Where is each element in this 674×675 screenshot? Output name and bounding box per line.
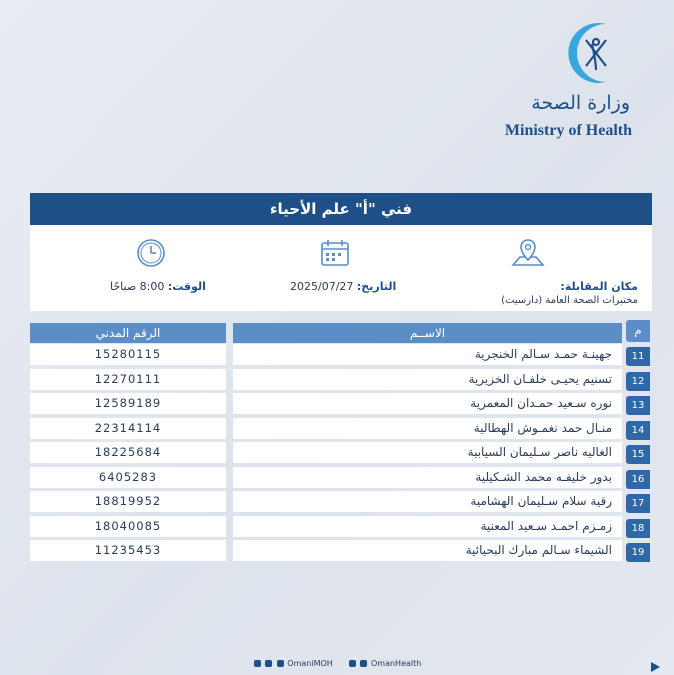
civil-number-cell: 18819952	[30, 491, 226, 512]
date-value: 2025/07/27	[290, 280, 354, 293]
date-info	[260, 225, 450, 311]
x-icon[interactable]	[265, 660, 272, 667]
civil-number-cell: 6405283	[30, 467, 226, 488]
row-number: 12	[626, 372, 650, 391]
name-cell: تسنيم يحيـى خلفـان الخزيرية	[233, 369, 622, 390]
row-number: 14	[626, 421, 650, 440]
interview-info	[30, 225, 652, 311]
handle-omanhealth[interactable]: OmanHealth	[370, 659, 422, 668]
table-row	[30, 393, 652, 415]
civil-number-cell: 12589189	[30, 393, 226, 414]
calendar-icon	[318, 237, 352, 269]
page-title: فني "أ" علم الأحياء	[30, 193, 652, 225]
civil-number-cell: 22314114	[30, 418, 226, 439]
row-number: 19	[626, 543, 650, 562]
social-footer	[0, 659, 674, 673]
facebook-icon[interactable]	[349, 660, 356, 667]
handle-omanimoh[interactable]: OmaniMOH	[287, 659, 333, 668]
name-cell: نوره سـعيد حمـدان المعمرية	[233, 393, 622, 414]
moh-emblem-icon	[562, 18, 624, 88]
row-number: 16	[626, 470, 650, 489]
location-value: مختبرات الصحة العامة (دارسيت)	[501, 295, 638, 306]
table-row	[30, 418, 652, 440]
row-number: 18	[626, 519, 650, 538]
linkedin-icon[interactable]	[360, 660, 367, 667]
table-row	[30, 442, 652, 464]
civil-number-cell: 18040085	[30, 516, 226, 537]
name-cell: بدور خليفـه محمد الشـكيلية	[233, 467, 622, 488]
table-row	[30, 516, 652, 538]
name-cell: الشيماء سـالم مبارك البحيائية	[233, 540, 622, 561]
civil-number-cell: 18225684	[30, 442, 226, 463]
row-number: 13	[626, 396, 650, 415]
header-number: م	[626, 320, 650, 342]
name-cell: رقية سلام سـليمان الهشامية	[233, 491, 622, 512]
time-info	[90, 225, 260, 311]
table-row	[30, 491, 652, 513]
youtube-icon[interactable]	[277, 660, 284, 667]
time-value: 8:00 صباحًا	[110, 280, 165, 293]
date-text: التاريخ: 2025/07/27	[290, 280, 397, 293]
time-text: الوقت: 8:00 صباحًا	[110, 280, 206, 293]
header-civil-number: الرقم المدني	[30, 323, 226, 343]
ministry-name-arabic: وزارة الصحة	[531, 92, 630, 114]
name-cell: جهينـة حمـد سـالم الخنجرية	[233, 344, 622, 365]
table-row	[30, 344, 652, 366]
moh-logo	[504, 18, 654, 139]
location-info	[450, 225, 650, 311]
table-row	[30, 467, 652, 489]
name-cell: زمـزم احمـد سـعيد المعنية	[233, 516, 622, 537]
ministry-name-english: Ministry of Health	[504, 122, 632, 139]
header-name: الاســم	[233, 323, 622, 343]
clock-icon	[134, 237, 168, 269]
name-cell: الغاليه ناصر سـليمان السيابية	[233, 442, 622, 463]
play-icon[interactable]	[651, 662, 660, 672]
civil-number-cell: 11235453	[30, 540, 226, 561]
location-label: مكان المقابلة:	[560, 280, 638, 293]
map-pin-icon	[510, 237, 546, 269]
name-cell: منـال حمد نغمـوش الهطالية	[233, 418, 622, 439]
instagram-icon[interactable]	[254, 660, 261, 667]
table-row	[30, 369, 652, 391]
table-row	[30, 540, 652, 562]
civil-number-cell: 12270111	[30, 369, 226, 390]
row-number: 17	[626, 494, 650, 513]
announcement-card	[30, 193, 652, 565]
row-number: 15	[626, 445, 650, 464]
civil-number-cell: 15280115	[30, 344, 226, 365]
row-number: 11	[626, 347, 650, 366]
